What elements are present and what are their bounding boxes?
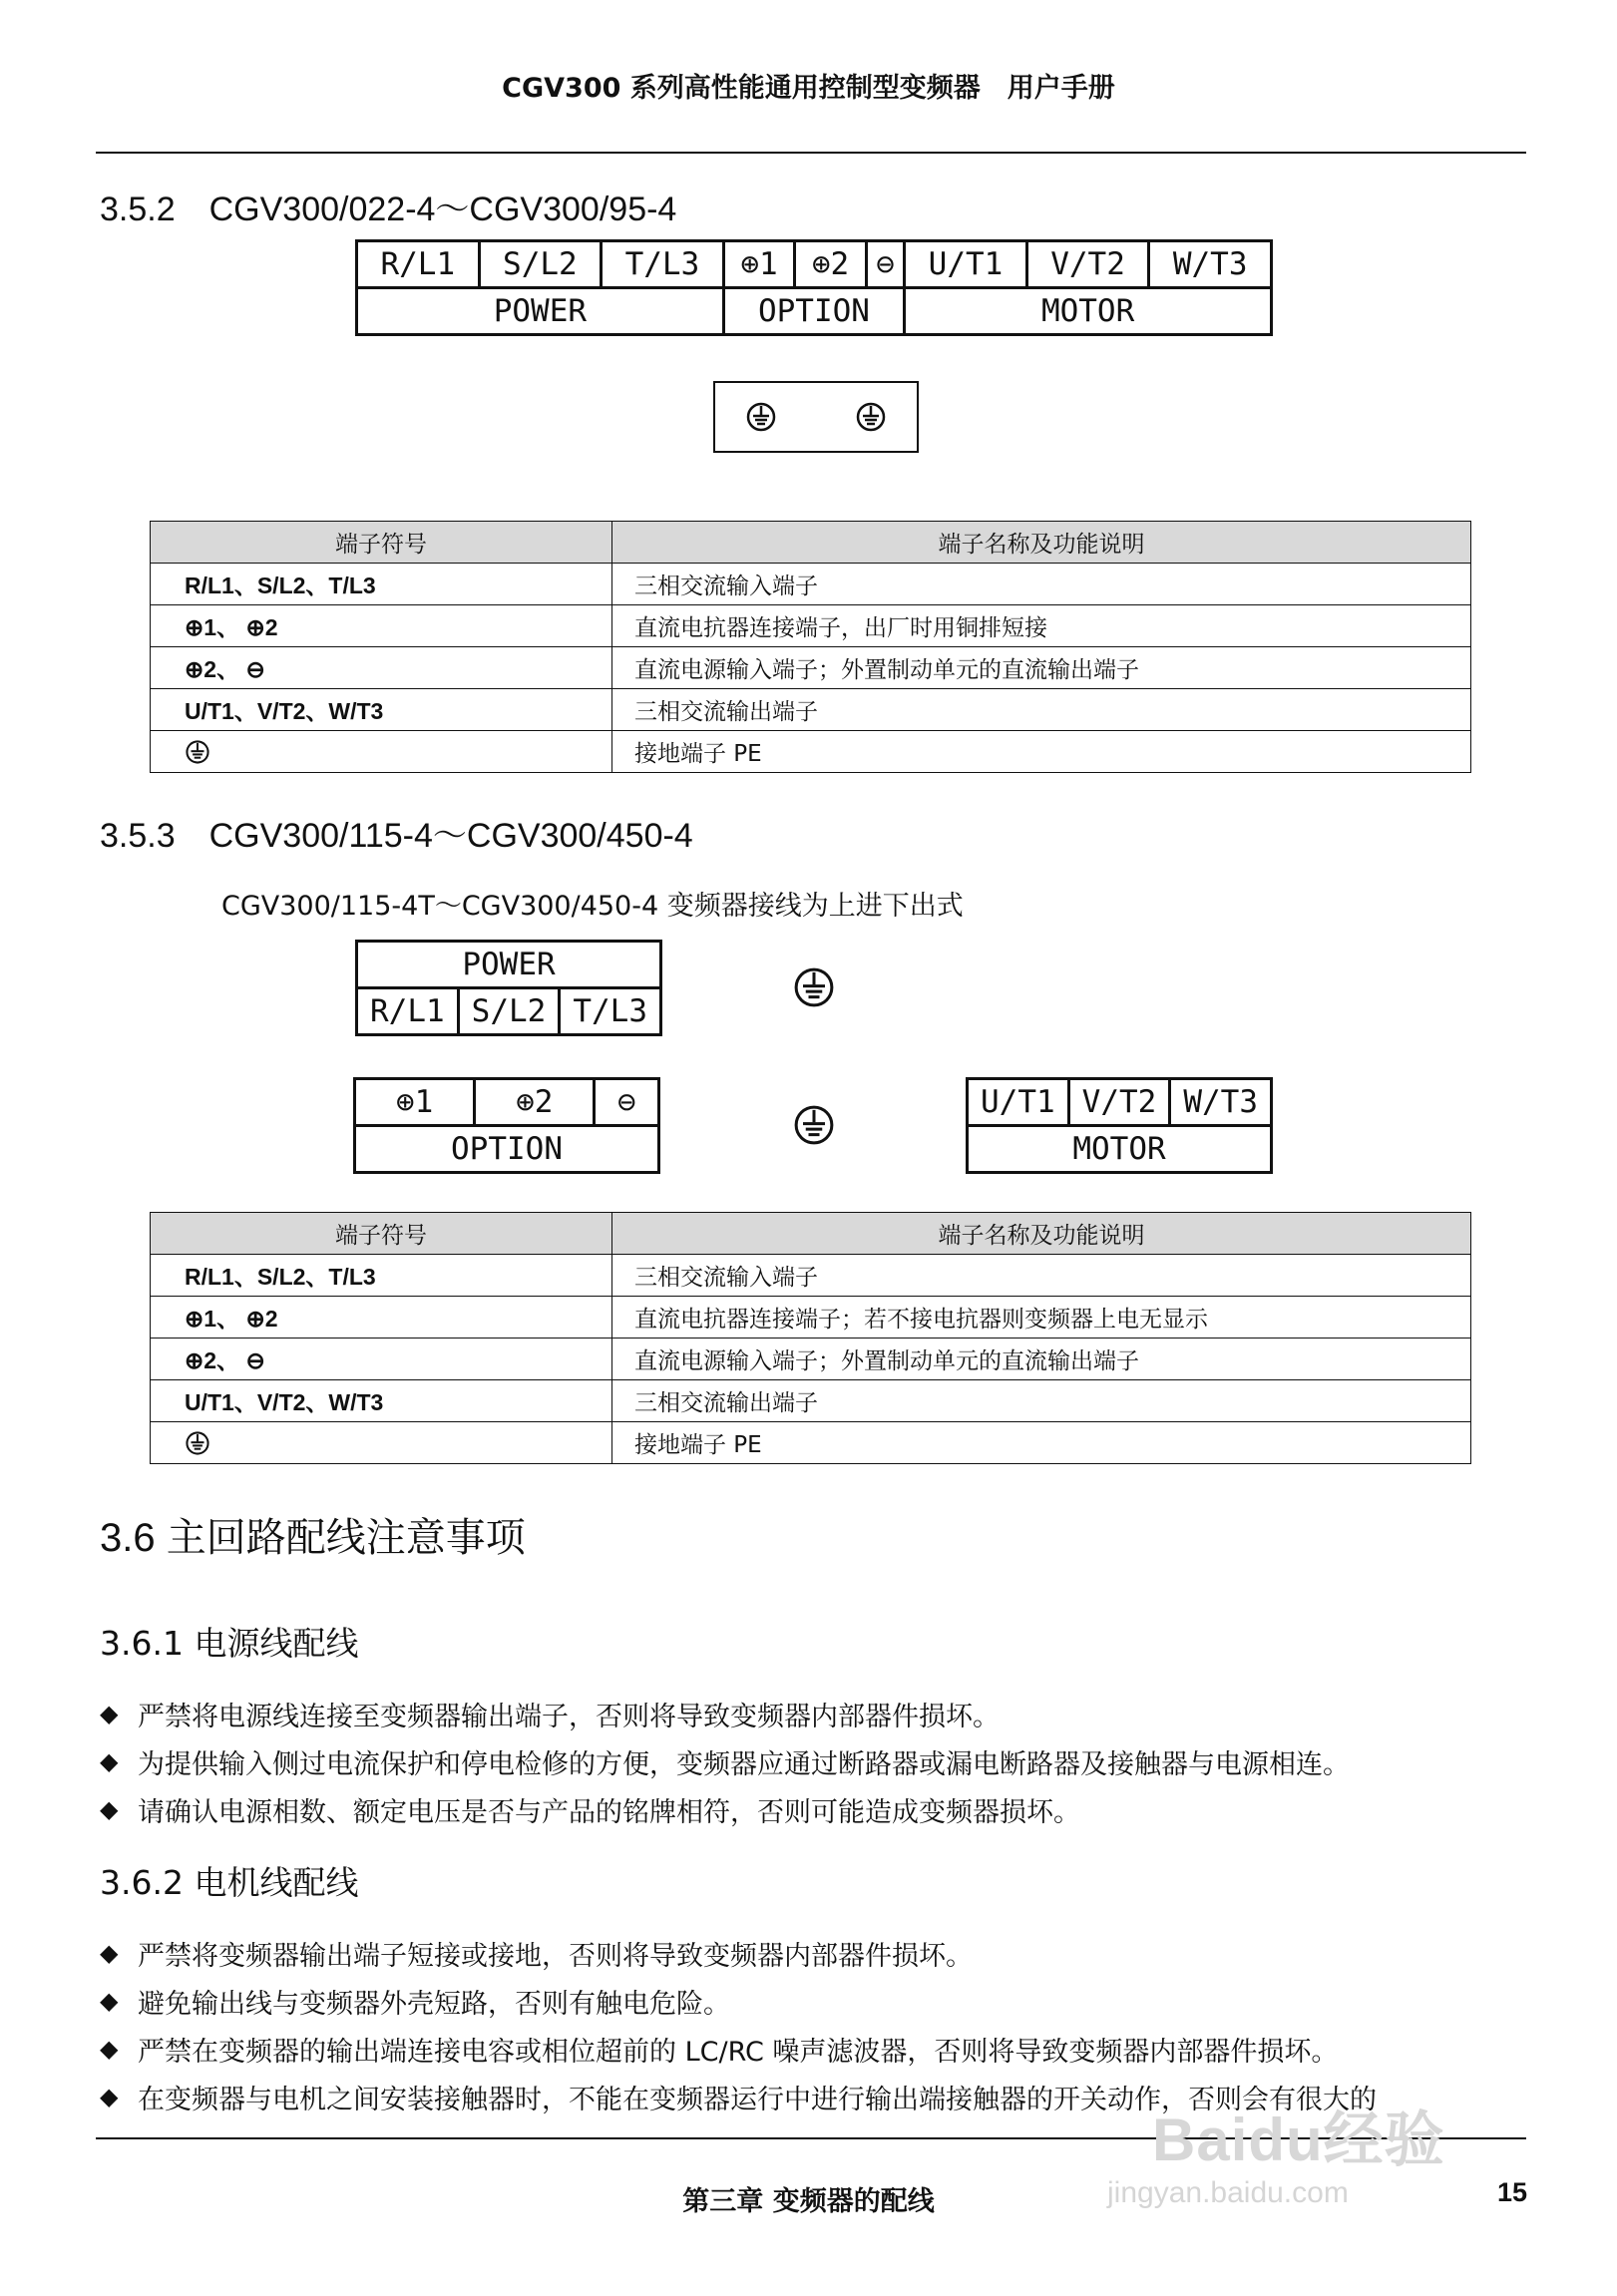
terminal-label: R/L1 <box>357 988 459 1035</box>
ground-icon <box>792 965 836 1009</box>
bullet-diamond-icon: ◆ <box>100 1939 119 1967</box>
terminal-description: 直流电源输入端子；外置制动单元的直流输出端子 <box>612 1339 1471 1380</box>
terminal-description: 直流电抗器连接端子，出厂时用铜排短接 <box>612 605 1471 647</box>
list-item-text: 严禁将变频器输出端子短接或接地，否则将导致变频器内部器件损坏。 <box>138 1940 973 1972</box>
terminal-label: U/T1 <box>905 241 1027 288</box>
terminal-symbol: U/T1、V/T2、W/T3 <box>151 689 612 731</box>
column-header: 端子名称及功能说明 <box>612 1213 1471 1255</box>
bullet-diamond-icon: ◆ <box>100 1700 119 1727</box>
terminal-row <box>968 1079 1272 1126</box>
terminal-symbol: U/T1、V/T2、W/T3 <box>151 1380 612 1422</box>
terminal-description: 接地端子 PE <box>612 1422 1471 1464</box>
page-header: CGV300 系列高性能通用控制型变频器 用户手册 <box>502 73 1115 104</box>
list-item <box>100 2025 1377 2073</box>
list-item-text: 严禁将电源线连接至变频器输出端子，否则将导致变频器内部器件损坏。 <box>138 1701 1000 1732</box>
group-label-option: OPTION <box>355 1126 659 1173</box>
watermark: Baidu经验 <box>1152 2106 1445 2173</box>
terminal-group-row <box>355 1126 659 1173</box>
terminal-label: T/L3 <box>602 241 724 288</box>
bullet-diamond-icon: ◆ <box>100 2083 119 2110</box>
terminal-group-row <box>357 288 1272 335</box>
list-item <box>100 1737 1350 1785</box>
group-label-power: POWER <box>357 288 724 335</box>
section-3-6-2-heading: 3.6.2 电机线配线 <box>100 1863 359 1902</box>
group-label-motor: MOTOR <box>905 288 1272 335</box>
table-row <box>151 605 1471 647</box>
terminal-label: ⊕2 <box>475 1079 595 1126</box>
terminal-label: ⊖ <box>866 241 904 288</box>
terminal-group-row <box>968 1126 1272 1173</box>
terminal-description-table-1 <box>150 521 1471 773</box>
terminal-description: 直流电源输入端子；外置制动单元的直流输出端子 <box>612 647 1471 689</box>
table-header-row <box>151 1213 1471 1255</box>
list-item-text: 为提供输入侧过电流保护和停电检修的方便，变频器应通过断路器或漏电断路器及接触器与电源相连。 <box>138 1748 1350 1780</box>
terminal-label: U/T1 <box>968 1079 1069 1126</box>
ground-icon <box>792 1103 836 1147</box>
watermark-url: jingyan.baidu.com <box>1107 2176 1349 2209</box>
terminal-symbol: ⊕2、 ⊖ <box>151 1339 612 1380</box>
list-item <box>100 1785 1350 1833</box>
terminal-label: S/L2 <box>458 988 560 1035</box>
column-header: 端子符号 <box>151 522 612 564</box>
motor-terminal-block <box>966 1077 1273 1174</box>
terminal-label: ⊖ <box>595 1079 659 1126</box>
terminal-symbol: ⊕1、 ⊕2 <box>151 605 612 647</box>
bullet-diamond-icon: ◆ <box>100 1987 119 2015</box>
footer-chapter-title: 第三章 变频器的配线 <box>682 2186 935 2217</box>
table-row <box>151 1255 1471 1297</box>
table-row <box>151 689 1471 731</box>
list-item-text: 在变频器与电机之间安装接触器时，不能在变频器运行中进行输出端接触器的开关动作，否则会有很大的 <box>138 2084 1377 2115</box>
terminal-symbol: ⊕1、 ⊕2 <box>151 1297 612 1339</box>
terminal-symbol-ground <box>151 1422 612 1464</box>
terminal-symbol: R/L1、S/L2、T/L3 <box>151 564 612 605</box>
terminal-diagram-352 <box>355 239 1273 336</box>
table-row <box>151 647 1471 689</box>
terminal-description-table-2 <box>150 1212 1471 1464</box>
terminal-label: ⊕1 <box>355 1079 475 1126</box>
terminal-label: W/T3 <box>1170 1079 1272 1126</box>
terminal-group-row <box>357 942 661 988</box>
table-row <box>151 1339 1471 1380</box>
terminal-label: V/T2 <box>1068 1079 1170 1126</box>
terminal-label: R/L1 <box>357 241 480 288</box>
terminal-label: T/L3 <box>560 988 661 1035</box>
terminal-label: S/L2 <box>479 241 602 288</box>
list-item-text: 请确认电源相数、额定电压是否与产品的铭牌相符，否则可能造成变频器损坏。 <box>138 1796 1080 1828</box>
list-item-text: 严禁在变频器的输出端连接电容或相位超前的 LC/RC 噪声滤波器，否则将导致变频器内部器件损坏。 <box>138 2036 1339 2068</box>
option-terminal-block <box>353 1077 660 1174</box>
terminal-label: ⊕2 <box>795 241 867 288</box>
group-label-power: POWER <box>357 942 661 988</box>
ground-icon <box>185 1430 210 1456</box>
list-item <box>100 1929 1377 1977</box>
section-3-5-2-heading: 3.5.2 CGV300/022-4～CGV300/95-4 <box>100 191 677 228</box>
terminal-row <box>357 988 661 1035</box>
group-label-motor: MOTOR <box>968 1126 1272 1173</box>
terminal-row <box>357 241 1272 288</box>
terminal-description: 接地端子 PE <box>612 731 1471 773</box>
terminal-label: ⊕1 <box>723 241 795 288</box>
terminal-description: 直流电抗器连接端子；若不接电抗器则变频器上电无显示 <box>612 1297 1471 1339</box>
bullet-diamond-icon: ◆ <box>100 1747 119 1775</box>
section-3-5-3-heading: 3.5.3 CGV300/115-4～CGV300/450-4 <box>100 817 693 855</box>
bullet-diamond-icon: ◆ <box>100 2035 119 2063</box>
terminal-label: W/T3 <box>1149 241 1272 288</box>
list-item-text: 避免输出线与变频器外壳短路，否则有触电危险。 <box>138 1988 730 2020</box>
terminal-description: 三相交流输出端子 <box>612 1380 1471 1422</box>
list-item <box>100 1977 1377 2025</box>
terminal-symbol: R/L1、S/L2、T/L3 <box>151 1255 612 1297</box>
column-header: 端子名称及功能说明 <box>612 522 1471 564</box>
ground-terminal-box <box>713 381 919 453</box>
group-label-option: OPTION <box>723 288 904 335</box>
table-row <box>151 1297 1471 1339</box>
terminal-label: V/T2 <box>1026 241 1149 288</box>
terminal-symbol: ⊕2、 ⊖ <box>151 647 612 689</box>
table-row <box>151 1380 1471 1422</box>
section-3-6-heading: 3.6 主回路配线注意事项 <box>100 1516 526 1560</box>
bullet-diamond-icon: ◆ <box>100 1795 119 1823</box>
table-row <box>151 1422 1471 1464</box>
table-row <box>151 731 1471 773</box>
terminal-symbol-ground <box>151 731 612 773</box>
section-3-6-1-heading: 3.6.1 电源线配线 <box>100 1624 359 1663</box>
header-divider <box>96 152 1526 154</box>
terminal-description: 三相交流输出端子 <box>612 689 1471 731</box>
list-item <box>100 1690 1350 1737</box>
power-terminal-block <box>355 940 662 1036</box>
page-number: 15 <box>1496 2177 1527 2207</box>
terminal-row <box>355 1079 659 1126</box>
column-header: 端子符号 <box>151 1213 612 1255</box>
ground-icon <box>745 401 777 433</box>
terminal-description: 三相交流输入端子 <box>612 564 1471 605</box>
power-wiring-notes <box>100 1690 1350 1833</box>
table-row <box>151 564 1471 605</box>
ground-icon <box>855 401 887 433</box>
section-3-5-3-note: CGV300/115-4T～CGV300/450-4 变频器接线为上进下出式 <box>221 891 964 922</box>
terminal-description: 三相交流输入端子 <box>612 1255 1471 1297</box>
table-header-row <box>151 522 1471 564</box>
ground-icon <box>185 739 210 765</box>
